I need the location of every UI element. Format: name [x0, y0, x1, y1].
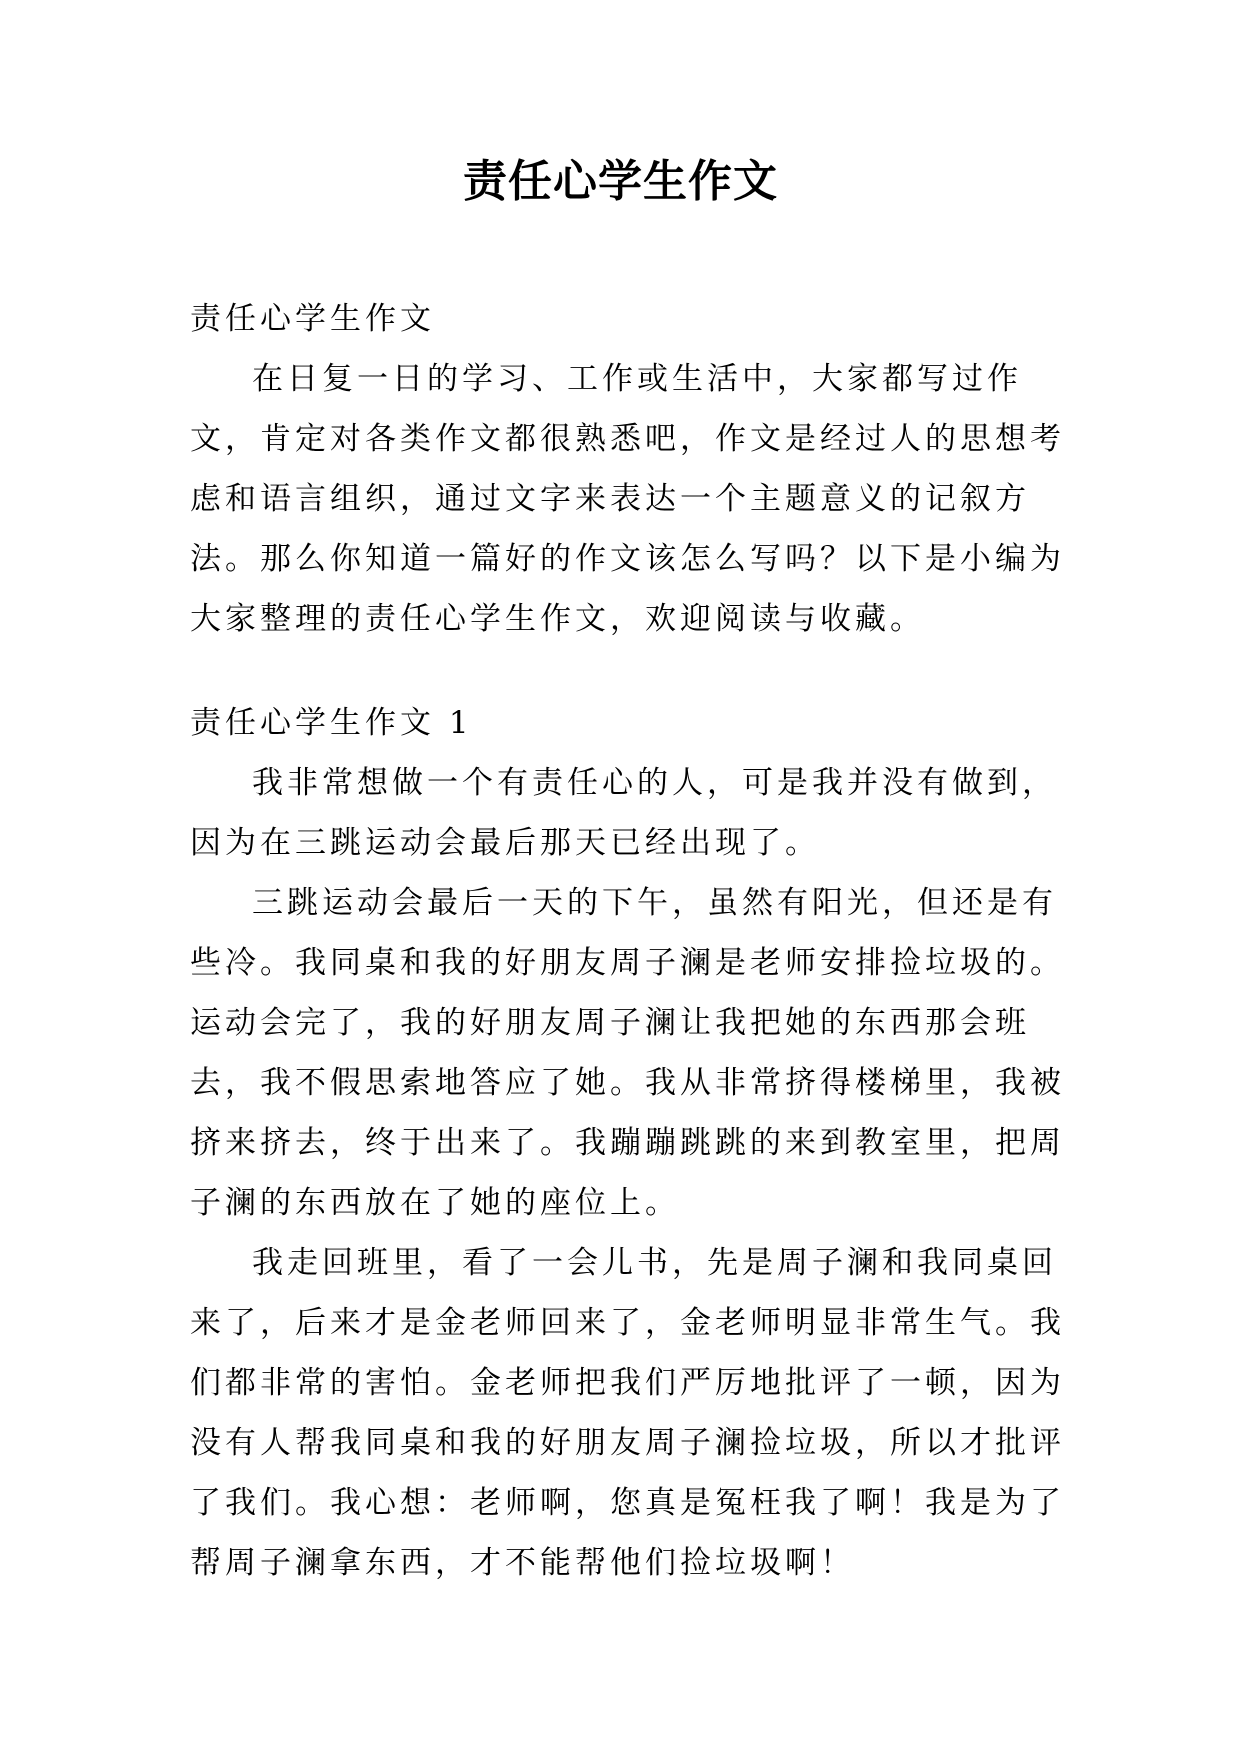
section-1-paragraph-1: 我非常想做一个有责任心的人，可是我并没有做到，因为在三跳运动会最后那天已经出现了。 — [190, 765, 1057, 861]
intro-heading: 责任心学生作文 — [190, 301, 435, 337]
section-1-paragraph-3: 我走回班里，看了一会儿书，先是周子澜和我同桌回来了，后来才是金老师回来了，金老师明显非常生气。我们都非常的害怕。金老师把我们严厉地批评了一顿，因为没有人帮我同桌和我的好朋友周子澜捡垃圾，所以才批评了我们。我心想：老师啊，您真是冤枉我了啊！我是为了帮周子澜拿东西，才不能帮他们捡垃圾啊！ — [190, 1245, 1065, 1581]
section-1-paragraph-2: 三跳运动会最后一天的下午，虽然有阳光，但还是有些冷。我同桌和我的好朋友周子澜是老师安排捡垃圾的。运动会完了，我的好朋友周子澜让我把她的东西那会班去，我不假思索地答应了她。我从非常挤得楼梯里，我被挤来挤去，终于出来了。我蹦蹦跳跳的来到教室里，把周子澜的东西放在了她的座位上。 — [190, 885, 1065, 1221]
document-body — [190, 289, 1068, 1593]
intro-paragraph: 在日复一日的学习、工作或生活中，大家都写过作文，肯定对各类作文都很熟悉吧，作文是经过人的思想考虑和语言组织，通过文字来表达一个主题意义的记叙方法。那么你知道一篇好的作文该怎么写吗？以下是小编为大家整理的责任心学生作文，欢迎阅读与收藏。 — [190, 361, 1065, 637]
document-title: 责任心学生作文 — [463, 156, 778, 207]
section-1-heading: 责任心学生作文 1 — [190, 705, 473, 741]
section-spacer — [190, 649, 1068, 693]
